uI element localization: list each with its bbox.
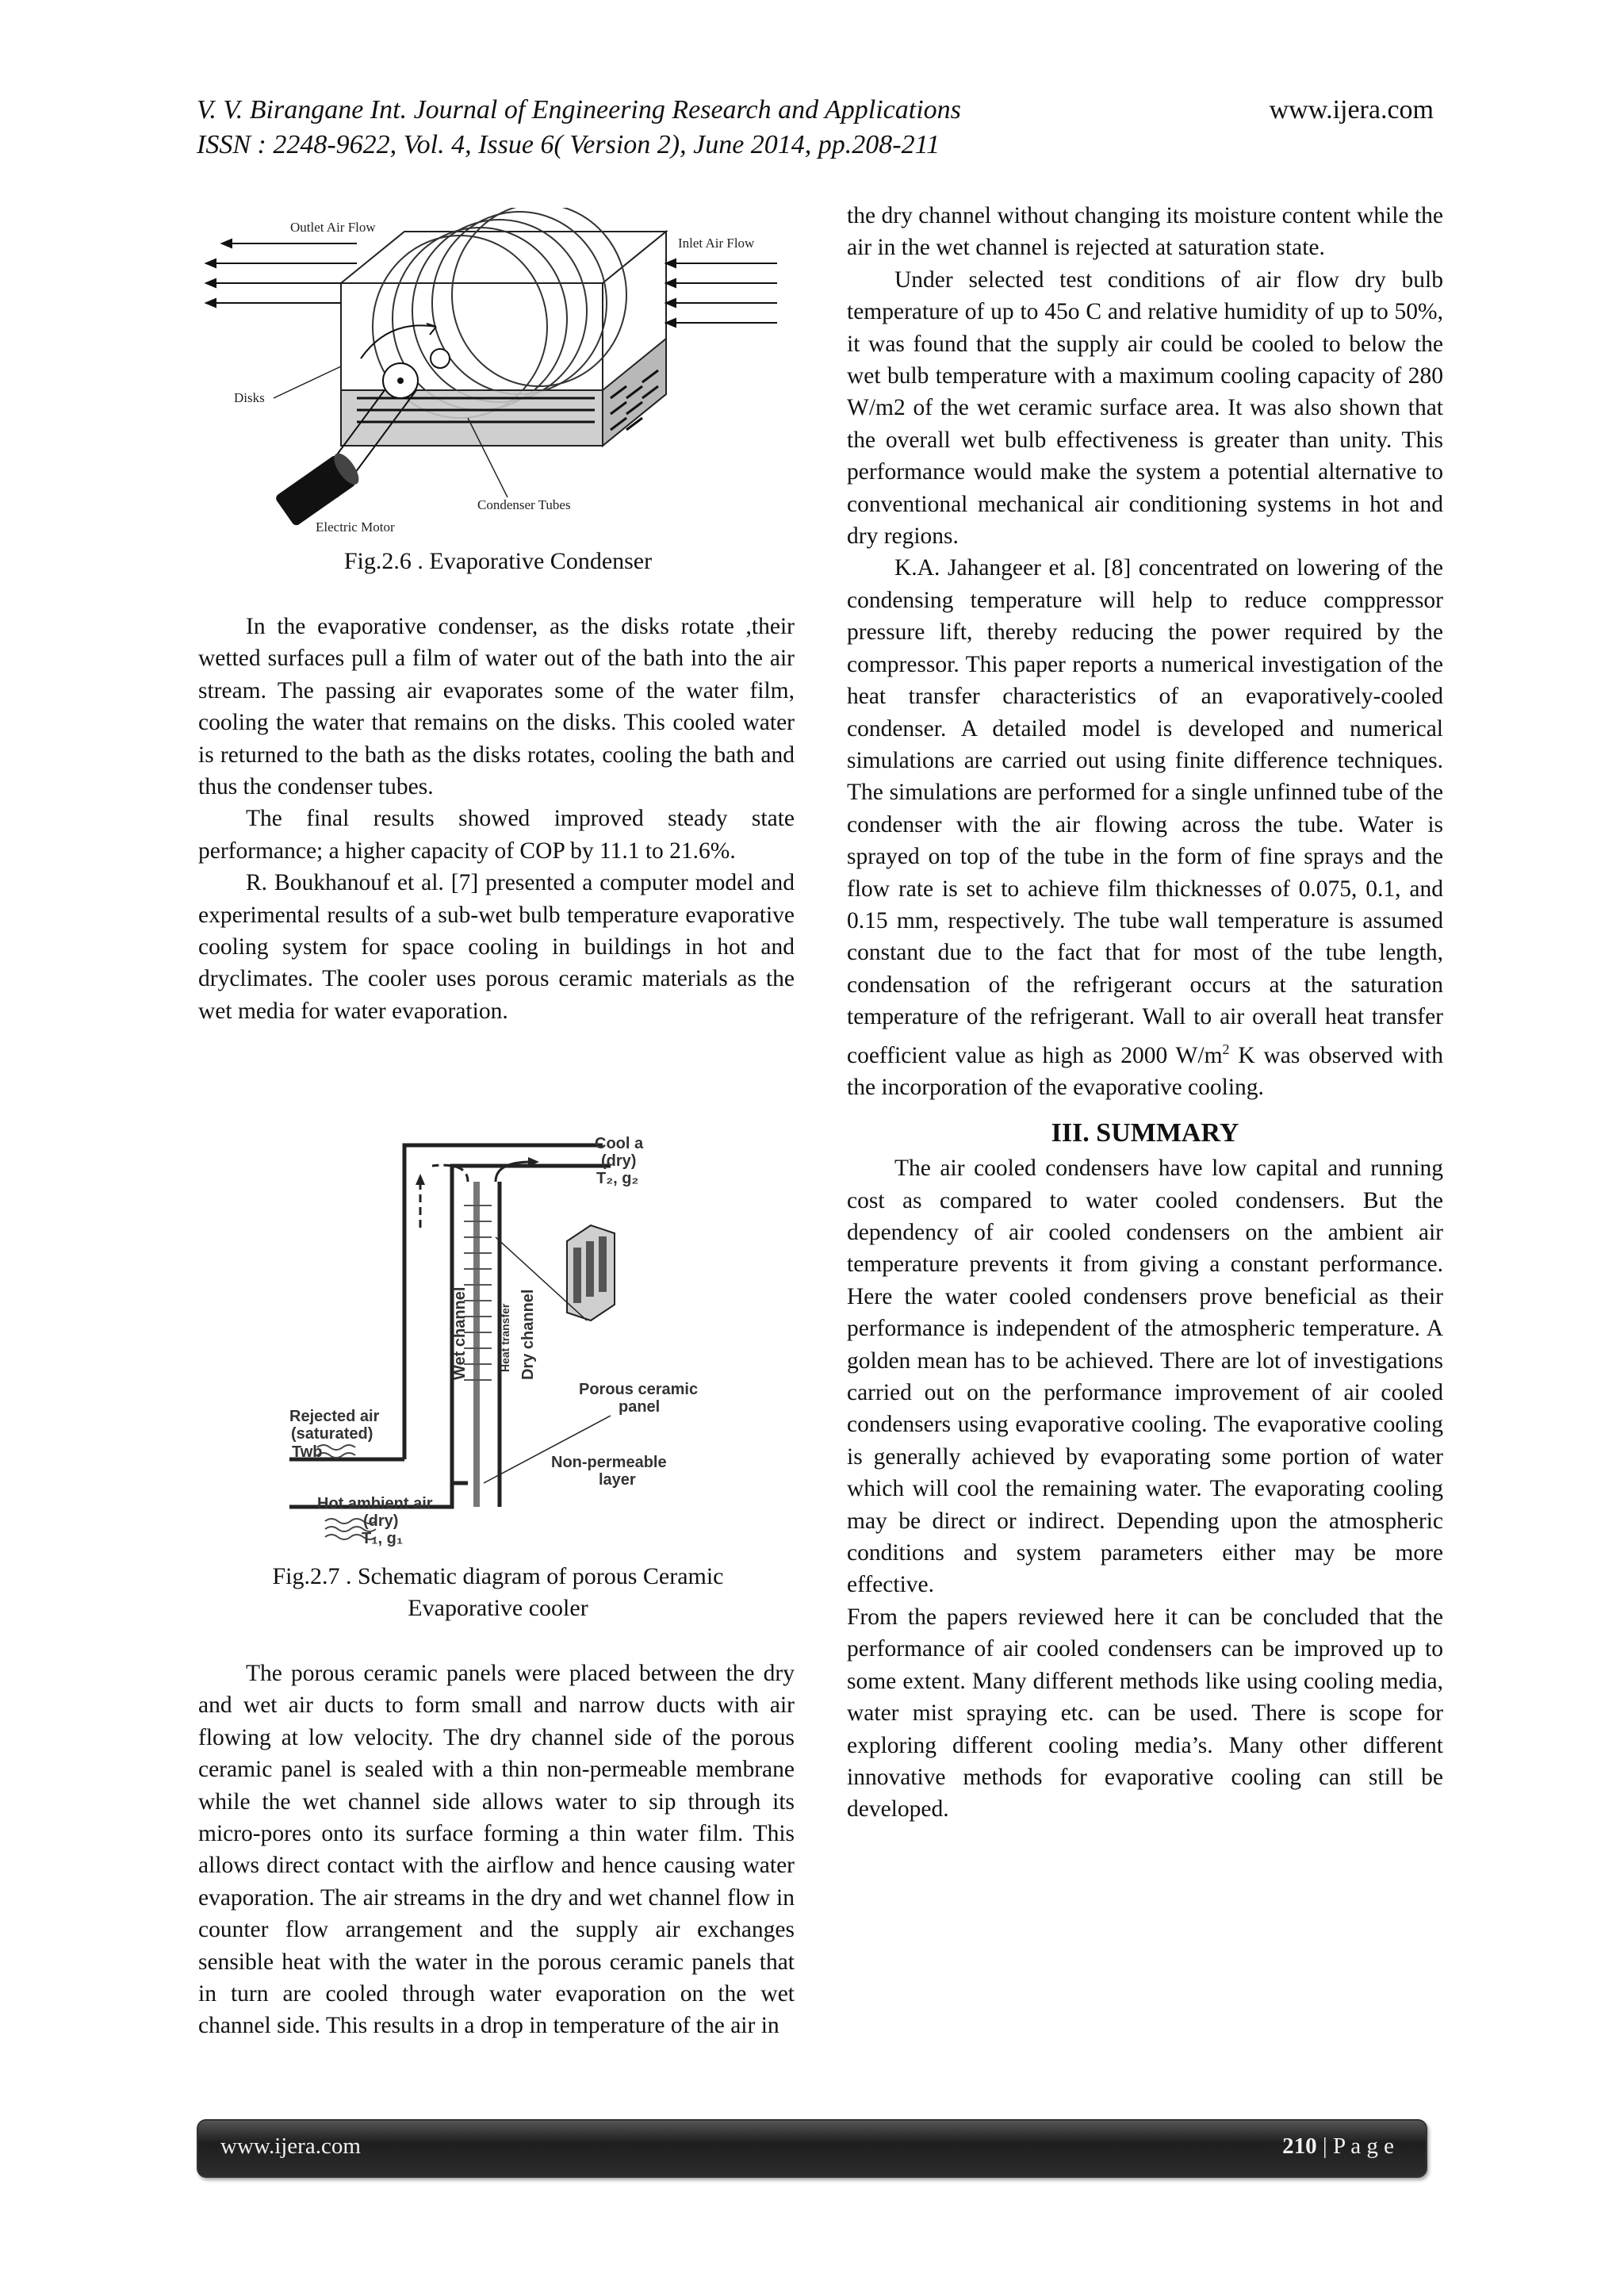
left-column-bottom — [198, 1658, 795, 2042]
section-heading-summary: III. SUMMARY — [1051, 1118, 1239, 1148]
right-column — [847, 200, 1443, 1826]
paragraph: The air cooled condensers have low capital and running cost as compared to water cooled condensers. But the dependency of air cooled condensers on the ambient air temperature prevents it from giving a constant performance. Here the water cooled condensers prove beneficial as their performance is independent of the atmospheric temperature. A golden mean has to be achieved. There are lot of investigations carried out on the performance improvement of air cooled condensers using evaporative cooling. The evaporative cooling is generally achieved by evaporating some portion of water which will cool the remaining water. The evaporating cooling may be direct or indirect. Depending upon the atmospheric conditions and system parameters either may be more effective. — [847, 1156, 1443, 1598]
label-wet-channel: Wet channel — [451, 1286, 469, 1380]
label-hot-tg: T₁, g₁ — [362, 1530, 404, 1547]
label-non-permeable: Non-permeable — [551, 1454, 667, 1471]
footer-page — [1282, 2133, 1394, 2160]
label-cool-air: Cool a — [595, 1135, 644, 1152]
label-disks: Disks — [234, 390, 265, 405]
superscript: 2 — [1222, 1041, 1230, 1057]
paragraph: R. Boukhanouf et al. [7] presented a computer model and experimental results of a sub-wet bulb temperature evaporative cooling system for space cooling in buildings in hot and dryclimates. The cooler uses porous ceramic materials as the wet media for water evaporation. — [198, 870, 795, 1024]
label-dry-channel: Dry channel — [519, 1289, 537, 1380]
figure-porous-ceramic-cooler — [278, 1134, 722, 1554]
figure-caption-2-7 — [198, 1561, 798, 1624]
header-issn: ISSN : 2248-9622, Vol. 4, Issue 6( Version 2), June 2014, pp.208-211 — [197, 130, 940, 159]
paragraph: In the evaporative condenser, as the disks rotate ,their wetted surfaces pull a film of water out of the bath into the air stream. The passing air evaporates some of the water film, cooling the water that remains on the disks. This cooled water is returned to the bath as the disks rotates, cooling the bath and thus the condenser tubes. — [198, 614, 795, 800]
page-footer — [197, 2119, 1427, 2178]
label-layer: layer — [599, 1471, 636, 1489]
figure-caption-2-7-line1: Fig.2.7 . Schematic diagram of porous Ceramic — [272, 1563, 724, 1589]
label-porous-ceramic: Porous ceramic — [579, 1381, 699, 1398]
paragraph: The final results showed improved steady state performance; a higher capacity of COP by 11.1 to 21.6%. — [198, 806, 795, 864]
label-saturated: (saturated) — [291, 1425, 373, 1443]
paragraph-text: K.A. Jahangeer et al. [8] concentrated on lowering of the condensing temperature will help to reduce comppressor pressure lift, thereby reducing the power required by the compressor. This paper reports a numerical investigation of the heat transfer characteristics of an evaporatively-cooled condenser. A detailed model is developed and numerical simulations are carried out using finite difference techniques. The simulations are performed for a single unfinned tube of the condenser with the air flowing across the tube. Water is sprayed on top of the tube in the form of fine sprays and the flow rate is set to achieve film thicknesses of 0.075, 0.1, and 0.15 mm, respectively. The tube wall temperature is assumed constant due to the fact that for most of the tube length, condensation of the refrigerant occurs at the saturation temperature of the refrigerant. Wall to air overall heat transfer coefficient value as high as 2000 W/m — [847, 555, 1443, 1068]
paragraph — [847, 552, 1443, 1103]
page-number: 210 — [1282, 2133, 1317, 2159]
figure-caption-2-6: Fig.2.6 . Evaporative Condenser — [343, 548, 653, 574]
label-heat-transfer: Heat transfer — [499, 1303, 511, 1372]
header-website[interactable]: www.ijera.com — [1269, 95, 1434, 125]
label-rejected-air: Rejected air — [289, 1408, 380, 1425]
label-hot-ambient-air: Hot ambient air — [317, 1495, 433, 1512]
label-electric-motor: Electric Motor — [316, 519, 395, 535]
label-cool-dry: (dry) — [601, 1152, 637, 1170]
label-outlet-air-flow: Outlet Air Flow — [290, 220, 376, 235]
journal-header — [197, 94, 1434, 127]
paragraph: From the papers reviewed here it can be concluded that the performance of air cooled condensers can be improved up to some extent. Many different methods like using cooling media, water mist spraying etc. can be used. There is scope for exploring different cooling media’s. Many other different innovative methods for evaporative cooling can still be developed. — [847, 1604, 1443, 1823]
paragraph: Under selected test conditions of air flow dry bulb temperature of up to 45o C and relative humidity of up to 50%, it was found that the supply air could be cooled to below the wet bulb temperature with a maximum cooling capacity of 280 W/m2 of the wet ceramic surface area. It was also shown that the overall wet bulb effectiveness is greater than unity. This performance would make the system a potential alternative to conventional mechanical air conditioning systems in hot and dry regions. — [847, 266, 1443, 550]
figure-evaporative-condenser — [198, 208, 801, 541]
label-panel: panel — [619, 1398, 661, 1416]
figure-caption-2-7-line2: Evaporative cooler — [408, 1595, 588, 1621]
left-column — [198, 611, 795, 1027]
label-condenser-tubes: Condenser Tubes — [477, 497, 571, 512]
label-cool-tg: T₂, g₂ — [596, 1170, 639, 1187]
footer-website[interactable]: www.ijera.com — [220, 2133, 361, 2159]
paragraph: the dry channel without changing its moisture content while the air in the wet channel is rejected at saturation state. — [847, 203, 1443, 261]
paragraph-text-end: K was observed with the incorporation of the evaporative cooling. — [847, 1042, 1443, 1100]
label-inlet-air-flow: Inlet Air Flow — [678, 236, 755, 251]
label-twb: Twb — [292, 1443, 323, 1461]
page-label: | P a g e — [1316, 2133, 1394, 2159]
label-hot-dry: (dry) — [363, 1512, 399, 1530]
paragraph: The porous ceramic panels were placed between the dry and wet air ducts to form small and narrow ducts with air flowing at low velocity. The dry channel side of the porous ceramic panel is sealed with a thin non-permeable membrane while the wet channel side allows water to sip through its micro-pores onto its surface forming a thin water film. This allows direct contact with the airflow and hence causing water evaporation. The air streams in the dry and wet channel flow in counter flow arrangement and the supply air exchanges sensible heat with the water in the porous ceramic panels that in turn are cooled through water evaporation on the wet channel side. This results in a drop in temperature of the air in — [198, 1661, 795, 2039]
header-citation: V. V. Birangane Int. Journal of Engineering Research and Applications — [197, 95, 961, 125]
